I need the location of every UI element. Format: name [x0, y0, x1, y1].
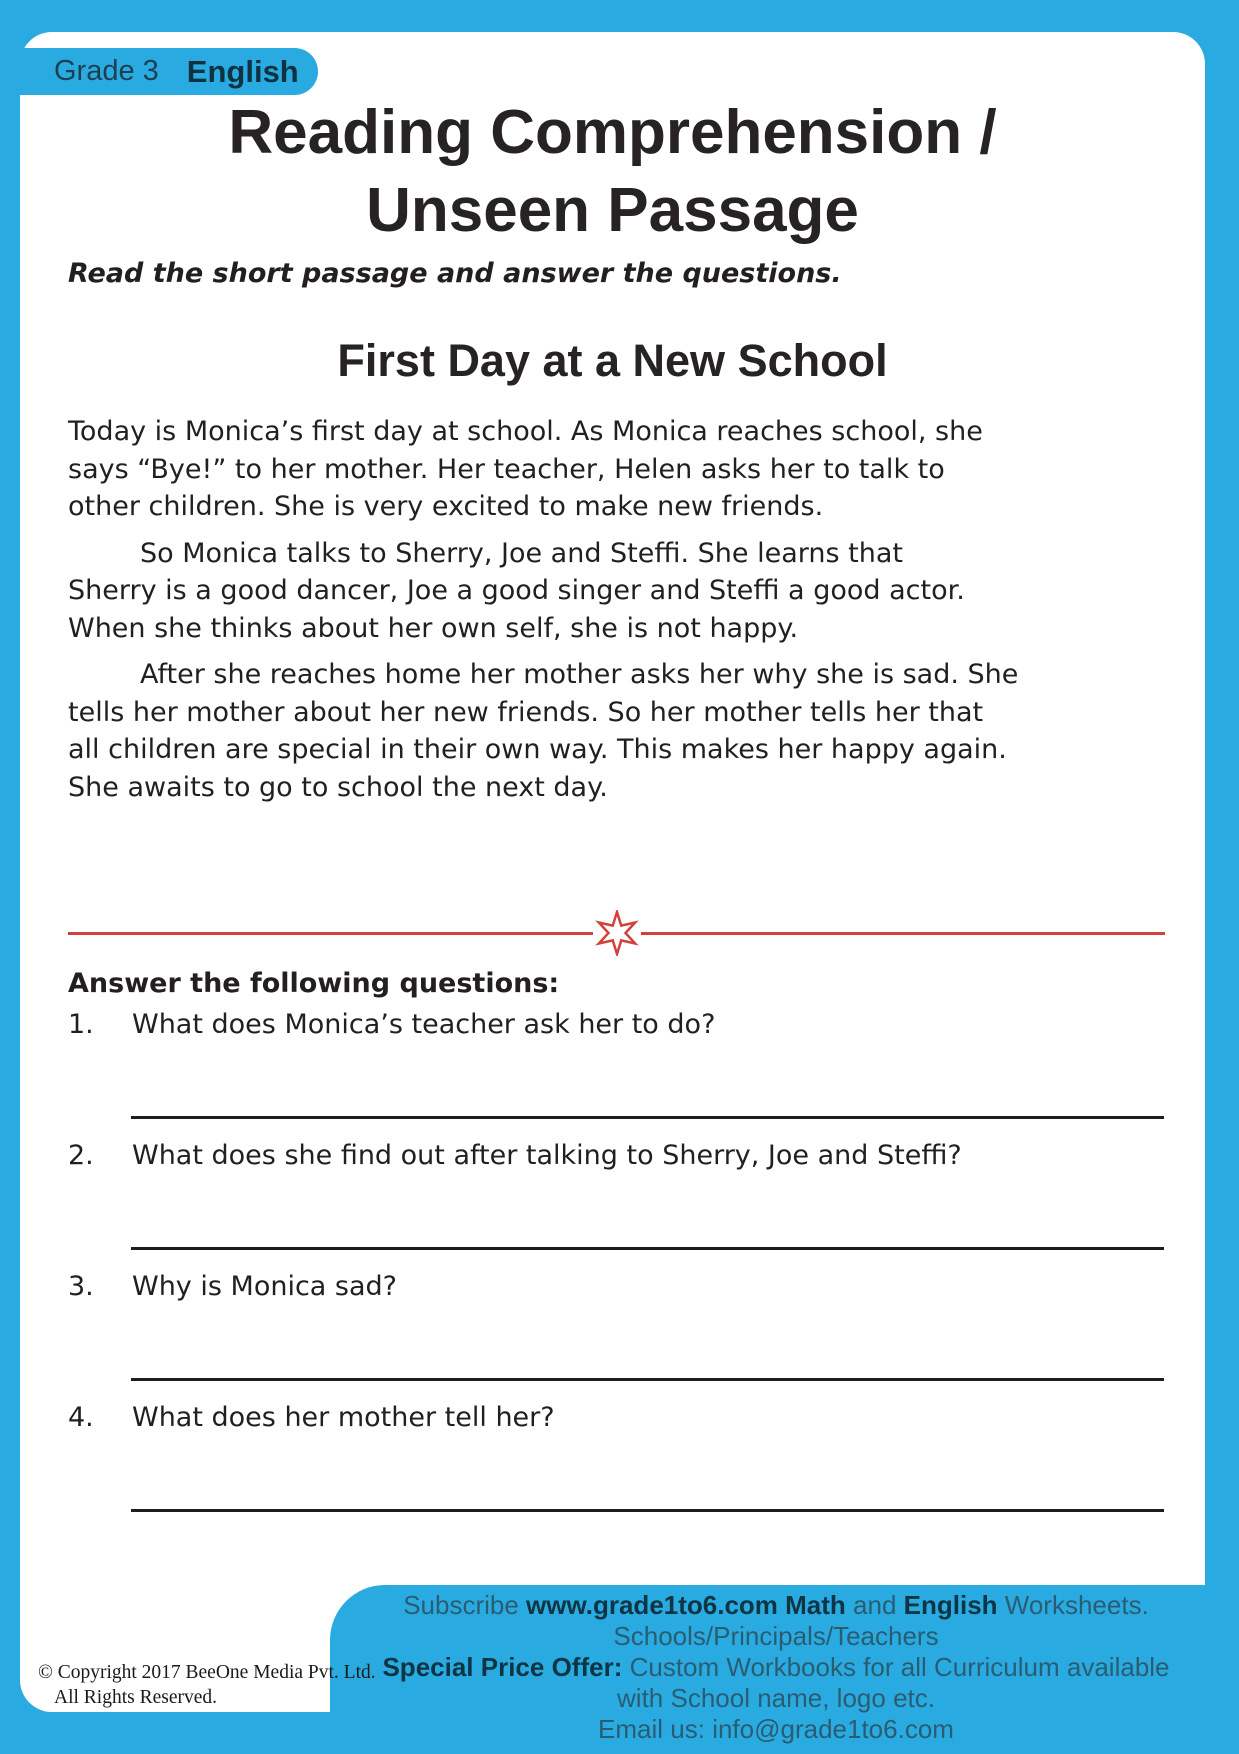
question-item — [20, 1402, 1205, 1533]
english-text: English — [903, 1590, 998, 1620]
instruction-text: Read the short passage and answer the questions. — [68, 258, 842, 289]
divider-line-left — [68, 932, 593, 935]
question-text: Why is Monica sad? — [132, 1271, 398, 1302]
offer-text: Custom Workbooks for all Curriculum available — [622, 1652, 1170, 1682]
footer-text-block — [332, 1590, 1220, 1745]
answer-line — [131, 1247, 1164, 1250]
passage-line: Today is Monica’s first day at school. As Monica reaches school, she — [68, 416, 983, 447]
offer-line — [332, 1652, 1220, 1683]
question-number: 1. — [68, 1009, 94, 1040]
six-point-star-icon — [595, 910, 639, 956]
passage — [68, 413, 1165, 806]
question-text: What does her mother tell her? — [132, 1402, 555, 1433]
passage-line: After she reaches home her mother asks her why she is sad. She — [140, 659, 1019, 690]
question-item — [20, 1271, 1205, 1402]
title-line-2: Unseen Passage — [366, 176, 859, 245]
passage-line: She awaits to go to school the next day. — [68, 771, 608, 803]
grade-badge — [20, 48, 318, 95]
answer-line — [131, 1378, 1164, 1381]
worksheet-card — [20, 32, 1205, 1712]
customization-line: with School name, logo etc. — [617, 1683, 935, 1713]
passage-line: tells her mother about her new friends. So her mother tells her that — [68, 696, 984, 728]
question-number: 3. — [68, 1271, 94, 1302]
copyright-line-2: All Rights Reserved. — [54, 1687, 218, 1708]
answer-line — [131, 1116, 1164, 1119]
passage-line: Sherry is a good dancer, Joe a good singer and Steffi a good actor. — [68, 575, 965, 606]
offer-label: Special Price Offer: — [382, 1652, 623, 1682]
subject-label: English — [186, 53, 299, 89]
passage-line: So Monica talks to Sherry, Joe and Steffi. She learns that — [140, 537, 903, 569]
copyright-line-1: © Copyright 2017 BeeOne Media Pvt. Ltd. — [38, 1662, 376, 1683]
question-number: 2. — [68, 1140, 94, 1171]
divider-line-right — [641, 932, 1166, 935]
passage-line: When she thinks about her own self, she is not happy. — [68, 612, 799, 644]
passage-line: all children are special in their own way. This makes her happy again. — [68, 734, 1007, 765]
question-text: What does she find out after talking to Sherry, Joe and Steffi? — [132, 1140, 962, 1171]
passage-line: other children. She is very excited to make new friends. — [68, 491, 824, 522]
title-line-1: Reading Comprehension / — [228, 98, 997, 167]
questions-list — [20, 1009, 1205, 1533]
question-item — [20, 1009, 1205, 1140]
copyright-text — [38, 1660, 376, 1710]
passage-paragraph — [68, 413, 1165, 526]
question-number: 4. — [68, 1402, 94, 1433]
questions-heading: Answer the following questions: — [68, 968, 560, 999]
subscribe-line — [332, 1590, 1220, 1621]
passage-paragraph — [68, 656, 1165, 806]
email-line: Email us: info@grade1to6.com — [598, 1714, 954, 1744]
question-text: What does Monica’s teacher ask her to do? — [132, 1009, 716, 1040]
passage-line: says “Bye!” to her mother. Her teacher, Helen asks her to talk to — [68, 453, 945, 485]
grade-label: Grade 3 — [54, 55, 159, 87]
question-item — [20, 1140, 1205, 1271]
schools-line: Schools/Principals/Teachers — [613, 1621, 939, 1651]
subscribe-suffix: Worksheets. — [997, 1590, 1149, 1620]
section-divider — [68, 910, 1165, 956]
subscribe-mid: and — [845, 1590, 904, 1620]
passage-title: First Day at a New School — [337, 335, 888, 386]
website-text: www.grade1to6.com Math — [526, 1590, 846, 1620]
passage-paragraph — [68, 535, 1165, 648]
answer-line — [131, 1509, 1164, 1512]
subscribe-prefix: Subscribe — [403, 1590, 527, 1620]
